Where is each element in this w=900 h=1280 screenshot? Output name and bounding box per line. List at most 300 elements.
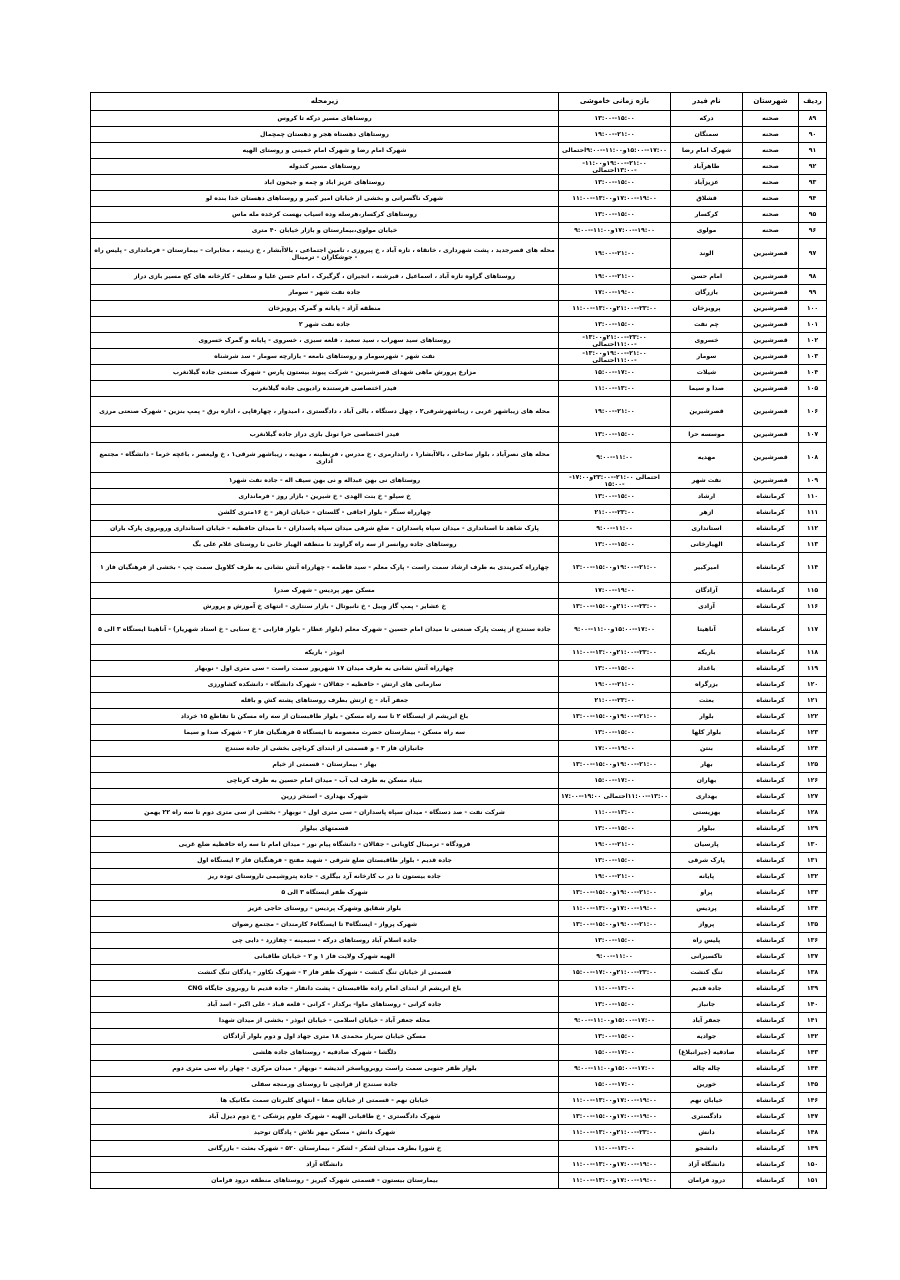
city-cell: قصرشیرین [743, 427, 799, 443]
city-cell: کرمانشاه [743, 1173, 799, 1189]
row-index-cell: ۱۱۵ [799, 583, 827, 599]
row-index-cell: ۱۲۴ [799, 741, 827, 757]
city-cell: قصرشیرین [743, 443, 799, 473]
city-cell: صحنه [743, 175, 799, 191]
city-cell: کرمانشاه [743, 1077, 799, 1093]
table-row [91, 553, 827, 583]
row-index-cell: ۱۳۳ [799, 885, 827, 901]
feeder-name-cell: درکه [671, 111, 743, 127]
city-cell: کرمانشاه [743, 521, 799, 537]
feeder-name-cell: جاده قدیم [671, 981, 743, 997]
feeder-name-cell: خورین [671, 1077, 743, 1093]
row-index-cell: ۱۱۰ [799, 489, 827, 505]
city-cell: صحنه [743, 127, 799, 143]
row-index-cell: ۱۰۸ [799, 443, 827, 473]
row-index-cell: ۱۰۷ [799, 427, 827, 443]
city-cell: قصرشیرین [743, 269, 799, 285]
outage-time-cell: ۲۳:۰۰--۲۱:۰۰ [559, 505, 671, 521]
city-cell: قصرشیرین [743, 301, 799, 317]
feeder-name-cell: سمنگان [671, 127, 743, 143]
area-cell: روستاهای سید سهراب ، سید سعید ، قلعه سبزی ، خسروی - پایانه و گمرک خسروی [91, 333, 559, 349]
row-index-cell: ۱۴۳ [799, 1045, 827, 1061]
feeder-name-cell: بلوار کلها [671, 725, 743, 741]
area-cell: بنیاد مسکن به طرف لب آب - میدان امام حسین به طرف کرناچی [91, 773, 559, 789]
outage-time-cell: ۱۵:۰۰--۱۳:۰۰ [559, 175, 671, 191]
row-index-cell: ۱۵۱ [799, 1173, 827, 1189]
table-row [91, 365, 827, 381]
area-cell: چهارراه سنگر - بلوار اجاقی - گلستان - خیابان ازهر - خ ۱۶متری کلشن [91, 505, 559, 521]
feeder-name-cell: بزرگراه [671, 677, 743, 693]
area-cell: محله های زیباشهر غربی ، زیباشهرشرقی۲ ، چهل دستگاه ، بالی آباد ، دادگستری ، امیدوار ، چهارقاپی ، اداره برق - پمپ بنزین - شهرک صنعتی مرزی [91, 397, 559, 427]
table-row [91, 159, 827, 175]
outage-time-cell: ۱۱:۰۰--۹:۰۰ [559, 521, 671, 537]
feeder-name-cell: پارک شرقی [671, 853, 743, 869]
city-cell: صحنه [743, 191, 799, 207]
city-cell: صحنه [743, 111, 799, 127]
feeder-name-cell: پراو [671, 885, 743, 901]
outage-time-cell: ۱۵:۰۰--۱۳:۰۰ [559, 489, 671, 505]
table-row [91, 301, 827, 317]
feeder-name-cell: ازهر [671, 505, 743, 521]
row-index-cell: ۹۷ [799, 239, 827, 269]
table-row [91, 397, 827, 427]
table-row [91, 981, 827, 997]
table-row [91, 143, 827, 159]
city-cell: قصرشیرین [743, 381, 799, 397]
outage-time-cell: ۲۱:۰۰--۱۹:۰۰ [559, 677, 671, 693]
table-row [91, 1141, 827, 1157]
feeder-name-cell: بهزیستی [671, 805, 743, 821]
feeder-name-cell: سومار [671, 349, 743, 365]
outage-time-cell: ۱۵:۰۰--۱۳:۰۰ [559, 933, 671, 949]
table-row [91, 725, 827, 741]
area-cell: شهرک پرواز - ایستگاه۴ تا ایستگاه۶ کارمندان - مجتمع رضوان [91, 917, 559, 933]
table-row [91, 757, 827, 773]
outage-time-cell: ۲۱:۰۰--۱۹:۰۰و۱۵:۰۰--۱۳:۰۰ [559, 709, 671, 725]
feeder-name-cell: موسسه حرا [671, 427, 743, 443]
table-row [91, 949, 827, 965]
city-cell: کرمانشاه [743, 981, 799, 997]
table-row [91, 1125, 827, 1141]
city-cell: کرمانشاه [743, 677, 799, 693]
row-index-cell: ۱۵۰ [799, 1157, 827, 1173]
row-index-cell: ۹۲ [799, 159, 827, 175]
table-row [91, 901, 827, 917]
row-index-cell: ۸۹ [799, 111, 827, 127]
area-cell: دانشگاه آزاد [91, 1157, 559, 1173]
outage-time-cell: ۲۱:۰۰--۱۹:۰۰ [559, 127, 671, 143]
row-index-cell: ۱۴۱ [799, 1013, 827, 1029]
row-index-cell: ۱۴۲ [799, 1029, 827, 1045]
outage-table [90, 92, 827, 1189]
area-cell: روستاهای نی بهن عبداله و نی بهن سیف اله - جاده نفت شهر۱ [91, 473, 559, 489]
city-cell: کرمانشاه [743, 1029, 799, 1045]
outage-time-cell: ۱۷:۰۰--۱۵:۰۰و۱۱:۰۰--۹:۰۰ [559, 615, 671, 645]
table-row [91, 677, 827, 693]
table-row [91, 997, 827, 1013]
area-cell: خیابان مولوی،بیمارستان و بازار خیابان ۴۰ متری [91, 223, 559, 239]
city-cell: کرمانشاه [743, 901, 799, 917]
feeder-name-cell: جعفر آباد [671, 1013, 743, 1029]
area-cell: مزارع پرورش ماهی شهدای قصرشیرین - شرکت پیوند بیستون پارس - شهرک صنعتی جاده گیلانغرب [91, 365, 559, 381]
area-cell: منطقه آزاد - پایانه و گمرک پرویزخان [91, 301, 559, 317]
table-row [91, 239, 827, 269]
city-cell: کرمانشاه [743, 917, 799, 933]
outage-time-cell: ۱۷:۰۰--۱۵:۰۰و۱۱:۰۰--۹:۰۰ [559, 1013, 671, 1029]
area-cell: قسمتهای بیلوار [91, 821, 559, 837]
row-index-cell: ۱۳۴ [799, 901, 827, 917]
table-row [91, 427, 827, 443]
outage-time-cell: احتمالی ۲۱:۰۰--۲۳:۰۰و۱۷:۰۰--۱۵:۰۰ [559, 473, 671, 489]
table-row [91, 207, 827, 223]
outage-time-cell: ۱۱:۰۰--۹:۰۰ [559, 443, 671, 473]
area-cell: شرکت نفت - صد دستگاه - میدان سپاه پاسداران - سی متری اول - نوبهار - بخشی از سی متری دوم تا سه راه ۲۲ بهمن [91, 805, 559, 821]
outage-time-cell: ۱۵:۰۰--۱۳:۰۰ [559, 427, 671, 443]
city-cell: کرمانشاه [743, 997, 799, 1013]
feeder-name-cell: طاهرآباد [671, 159, 743, 175]
outage-time-cell: ۲۱:۰۰--۱۹:۰۰ [559, 837, 671, 853]
feeder-name-cell: نفت شهر [671, 473, 743, 489]
table-row [91, 537, 827, 553]
outage-time-cell: ۱۱:۰۰--۹:۰۰ [559, 949, 671, 965]
outage-time-cell: ۱۷:۰۰--۱۵:۰۰و۱۱:۰۰--۹:۰۰ [559, 1061, 671, 1077]
row-index-cell: ۱۲۳ [799, 725, 827, 741]
feeder-name-cell: شیلات [671, 365, 743, 381]
outage-time-cell: ۲۳:۰۰--۲۱:۰۰و۱۷:۰۰--۱۵:۰۰ [559, 965, 671, 981]
area-cell: فیدر اختصاصی حرا تونل بازی دراز جاده گیلانغرب [91, 427, 559, 443]
outage-time-cell: ۱۳:۰۰--۱۱:۰۰ [559, 981, 671, 997]
table-row [91, 1061, 827, 1077]
row-index-cell: ۱۱۸ [799, 645, 827, 661]
city-cell: قصرشیرین [743, 239, 799, 269]
outage-time-cell: ۲۱:۰۰--۱۹:۰۰و۱۵:۰۰--۱۳:۰۰ [559, 885, 671, 901]
area-cell: شهرک امام رضا و شهرک امام خمینی و روستای الهیه [91, 143, 559, 159]
feeder-name-cell: صدا و سیما [671, 381, 743, 397]
outage-time-cell: ۱۵:۰۰--۱۳:۰۰ [559, 317, 671, 333]
feeder-name-cell: آزادگان [671, 583, 743, 599]
outage-time-cell: ۱۷:۰۰--۱۵:۰۰ [559, 773, 671, 789]
city-cell: صحنه [743, 207, 799, 223]
city-cell: کرمانشاه [743, 661, 799, 677]
feeder-name-cell: آناهیتا [671, 615, 743, 645]
area-cell: جاده سنندج از پست پارک صنعتی تا میدان امام حسین - شهرک معلم (بلوار عطار - بلوار قارابی - خ سنایی - خ استاد شهریار) - آناهیتا ایستگاه ۳ الی ۵ [91, 615, 559, 645]
area-cell: شهرک ناگسرانی و بخشی از خیابان امیر کبیر و روستاهای دهستان خدا بنده لو [91, 191, 559, 207]
feeder-name-cell: پرواز [671, 917, 743, 933]
row-index-cell: ۱۰۶ [799, 397, 827, 427]
table-row [91, 349, 827, 365]
table-row [91, 381, 827, 397]
table-row [91, 521, 827, 537]
feeder-name-cell: چم نفت [671, 317, 743, 333]
feeder-name-cell: دانشجو [671, 1141, 743, 1157]
area-cell: جعفر آباد - خ ارتش بطرف روستاهای پشته کش و باقله [91, 693, 559, 709]
outage-time-cell: ۱۹:۰۰--۱۷:۰۰ [559, 741, 671, 757]
area-cell: محله جعفر آباد - خیابان اسلامی - خیابان ابوذر - بخشی از میدان شهدا [91, 1013, 559, 1029]
table-row [91, 1109, 827, 1125]
row-index-cell: ۱۰۴ [799, 365, 827, 381]
table-row [91, 127, 827, 143]
area-cell: چهارراه کمربندی به طرف ارشاد سمت راست - پارک معلم - سید فاطمه - چهارراه آتش نشانی به طرف کلاوبل سمت چپ - بخشی از فرهنگیان فاز ۱ [91, 553, 559, 583]
outage-time-cell: ۲۱:۰۰--۱۹:۰۰و۱۱:۰۰--۱۳:۰۰احتمالی [559, 159, 671, 175]
feeder-name-cell: تنگ کنشت [671, 965, 743, 981]
row-index-cell: ۱۰۲ [799, 333, 827, 349]
row-index-cell: ۱۴۰ [799, 997, 827, 1013]
feeder-name-cell: جانباز [671, 997, 743, 1013]
table-row [91, 473, 827, 489]
row-index-cell: ۱۴۴ [799, 1061, 827, 1077]
row-index-cell: ۱۳۲ [799, 869, 827, 885]
feeder-name-cell: الوند [671, 239, 743, 269]
area-cell: شهرک ظفر ایستگاه ۳ الی ۵ [91, 885, 559, 901]
area-cell: روستاهای عزیز اباد و چمه و جیحون اباد [91, 175, 559, 191]
header-time: بازه زمانی خاموشی [559, 93, 671, 111]
area-cell: جاده سنندج از قزانچی تا روستای ورمنجه سفلی [91, 1077, 559, 1093]
row-index-cell: ۱۱۹ [799, 661, 827, 677]
city-cell: صحنه [743, 143, 799, 159]
area-cell: روستاهای دهستاه هجر و دهستان چمچمال [91, 127, 559, 143]
area-cell: بلوار شقایق وشهرک پردیس - روستای حاجی عزیز [91, 901, 559, 917]
row-index-cell: ۱۰۰ [799, 301, 827, 317]
header-feeder: نام فیدر [671, 93, 743, 111]
city-cell: کرمانشاه [743, 505, 799, 521]
row-index-cell: ۱۲۲ [799, 709, 827, 725]
feeder-name-cell: بازرگان [671, 285, 743, 301]
city-cell: کرمانشاه [743, 853, 799, 869]
header-city: شهرستان [743, 93, 799, 111]
outage-time-cell: ۲۱:۰۰--۱۹:۰۰ [559, 239, 671, 269]
row-index-cell: ۱۱۳ [799, 537, 827, 553]
row-index-cell: ۱۴۹ [799, 1141, 827, 1157]
row-index-cell: ۹۴ [799, 191, 827, 207]
city-cell: کرمانشاه [743, 645, 799, 661]
table-row [91, 285, 827, 301]
table-row [91, 1093, 827, 1109]
outage-time-cell: ۱۹:۰۰--۱۷:۰۰ [559, 285, 671, 301]
row-index-cell: ۱۰۵ [799, 381, 827, 397]
row-index-cell: ۱۳۸ [799, 965, 827, 981]
area-cell: جاده نفت شهر ۲ [91, 317, 559, 333]
outage-time-cell: ۱۳:۰۰--۱۱:۰۰احتمالی ۱۹:۰۰--۱۷:۰۰ [559, 789, 671, 805]
table-row [91, 661, 827, 677]
row-index-cell: ۱۳۹ [799, 981, 827, 997]
outage-time-cell: ۱۹:۰۰--۱۷:۰۰و۱۳:۰۰--۱۱:۰۰ [559, 1093, 671, 1109]
table-row [91, 583, 827, 599]
row-index-cell: ۱۰۹ [799, 473, 827, 489]
outage-time-cell: ۲۱:۰۰--۱۹:۰۰و۱۵:۰۰--۱۳:۰۰ [559, 757, 671, 773]
area-cell: جاده قدیم - بلوار طاقبستان ضلع شرقی - شهید مفتح - فرهنگیان فاز ۲ ایستگاه اول [91, 853, 559, 869]
city-cell: کرمانشاه [743, 709, 799, 725]
row-index-cell: ۹۱ [799, 143, 827, 159]
table-row [91, 489, 827, 505]
area-cell: روستاهای مسیر درکه تا کروس [91, 111, 559, 127]
outage-time-cell: ۲۳:۰۰--۲۱:۰۰و۱۳:۰۰--۱۱:۰۰ [559, 301, 671, 317]
area-cell: پارک شاهد تا استانداری - میدان سپاه پاسداران - ضلع شرقی میدان سپاه پاسداران - تا میدان حافظیه - خیابان استانداری وروبروی پارک باران [91, 521, 559, 537]
area-cell: شهرک بهداری - استخر زرین [91, 789, 559, 805]
area-cell: روستاهای گراوه تازه آباد ، اسماعیل ، قبرشنه ، انجیران ، گرگیرک ، امام حسن علیا و سفلی - کارخانه های کج مسیر بازی دراز [91, 269, 559, 285]
outage-time-cell: ۱۹:۰۰--۱۷:۰۰و۱۳:۰۰--۱۱:۰۰ [559, 191, 671, 207]
outage-time-cell: ۲۳:۰۰--۲۱:۰۰و۱۳:۰۰--۱۱:۰۰ [559, 645, 671, 661]
city-cell: کرمانشاه [743, 1093, 799, 1109]
outage-time-cell: ۲۳:۰۰--۲۱:۰۰و۱۵:۰۰--۱۳:۰۰ [559, 599, 671, 615]
area-cell: باغ ابریشم از ابتدای امام زاده طاقبستان - پشت دانفار - جاده قدیم تا روبروی جایگاه CNG [91, 981, 559, 997]
feeder-name-cell: پرویزخان [671, 301, 743, 317]
city-cell: کرمانشاه [743, 965, 799, 981]
outage-time-cell: ۲۱:۰۰--۱۹:۰۰ [559, 269, 671, 285]
city-cell: کرمانشاه [743, 1013, 799, 1029]
area-cell: جانبازان فاز ۳ - و قسمتی از ابتدای کرناچی بخشی از جاده سنندج [91, 741, 559, 757]
row-index-cell: ۱۳۷ [799, 949, 827, 965]
row-index-cell: ۱۰۱ [799, 317, 827, 333]
feeder-name-cell: استانداری [671, 521, 743, 537]
feeder-name-cell: قصرشیرین [671, 397, 743, 427]
outage-time-cell: ۲۳:۰۰--۲۱:۰۰و۱۳:۰۰--۱۱:۰۰ [559, 1125, 671, 1141]
row-index-cell: ۱۱۶ [799, 599, 827, 615]
outage-time-cell: ۱۷:۰۰--۱۵:۰۰و۱۱:۰۰--۹:۰۰احتمالی [559, 143, 671, 159]
table-row [91, 837, 827, 853]
row-index-cell: ۱۳۶ [799, 933, 827, 949]
city-cell: قصرشیرین [743, 333, 799, 349]
row-index-cell: ۱۴۵ [799, 1077, 827, 1093]
outage-time-cell: ۱۵:۰۰--۱۳:۰۰ [559, 537, 671, 553]
feeder-name-cell: بهاران [671, 773, 743, 789]
feeder-name-cell: امیرکبیر [671, 553, 743, 583]
table-row [91, 933, 827, 949]
table-row [91, 693, 827, 709]
area-cell: مسکن مهر پردیس - شهرک صدرا [91, 583, 559, 599]
city-cell: کرمانشاه [743, 553, 799, 583]
row-index-cell: ۹۸ [799, 269, 827, 285]
outage-time-cell: ۱۵:۰۰--۱۳:۰۰ [559, 997, 671, 1013]
outage-time-cell: ۱۵:۰۰--۱۳:۰۰ [559, 1029, 671, 1045]
feeder-name-cell: جوادیه [671, 1029, 743, 1045]
feeder-name-cell: دانش [671, 1125, 743, 1141]
outage-time-cell: ۱۹:۰۰--۱۷:۰۰ [559, 583, 671, 599]
feeder-name-cell: ارشاد [671, 489, 743, 505]
row-index-cell: ۱۱۴ [799, 553, 827, 583]
table-row [91, 821, 827, 837]
area-cell: شهرک دادگستری - خ طاقبانی الهیه - شهرک علوم پزشکی - خ دوم دیزل آباد [91, 1109, 559, 1125]
city-cell: کرمانشاه [743, 1125, 799, 1141]
outage-time-cell: ۲۳:۰۰--۲۱:۰۰و۱۳:۰۰--۱۱:۰۰احتمالی [559, 333, 671, 349]
feeder-name-cell: بعثت [671, 693, 743, 709]
table-row [91, 885, 827, 901]
table-row [91, 1077, 827, 1093]
area-cell: بلوار ظفر جنوبی سمت راست روبروپاسخر اندیشه - نوبهار - میدان مرکزی - چهار راه سی متری دوم [91, 1061, 559, 1077]
city-cell: کرمانشاه [743, 693, 799, 709]
feeder-name-cell: الهیارخانی [671, 537, 743, 553]
table-row [91, 805, 827, 821]
table-row [91, 1013, 827, 1029]
row-index-cell: ۱۲۸ [799, 805, 827, 821]
city-cell: کرمانشاه [743, 789, 799, 805]
row-index-cell: ۱۲۹ [799, 821, 827, 837]
feeder-name-cell: باریکه [671, 645, 743, 661]
feeder-name-cell: بیلوار [671, 821, 743, 837]
table-row [91, 317, 827, 333]
table-row [91, 599, 827, 615]
row-index-cell: ۱۳۰ [799, 837, 827, 853]
feeder-name-cell: شهرک امام رضا [671, 143, 743, 159]
feeder-name-cell: بلوار [671, 709, 743, 725]
city-cell: کرمانشاه [743, 773, 799, 789]
table-body [91, 111, 827, 1189]
outage-time-cell: ۱۹:۰۰--۱۷:۰۰و۱۳:۰۰--۱۱:۰۰ [559, 1157, 671, 1173]
table-row [91, 269, 827, 285]
city-cell: کرمانشاه [743, 537, 799, 553]
area-cell: جاده کرانی - روستاهای ماوا- برکدار - کرانی - قلعه قباد - علی اکبر - اسد آباد [91, 997, 559, 1013]
area-cell: قسمتی از خیابان تنگ کنشت - شهرک ظفر فاز ۳ - شهرک تکاور - پادگان تنگ کنشت [91, 965, 559, 981]
area-cell: جاده نفت شهر - سومار [91, 285, 559, 301]
outage-time-cell: ۱۹:۰۰--۱۷:۰۰و۱۱:۰۰--۹:۰۰ [559, 223, 671, 239]
area-cell: جاده بیستون تا در ب کارخانه آرد بیگلری - جاده پتروشیمی تاروستای توده ریز [91, 869, 559, 885]
outage-time-cell: ۲۱:۰۰--۱۹:۰۰و۱۵:۰۰--۱۳:۰۰ [559, 553, 671, 583]
area-cell: مسکن خیابان سرباز محمدی ۱۸ متری جهاد اول و دوم بلوار آزادگان [91, 1029, 559, 1045]
table-row [91, 869, 827, 885]
table-row [91, 645, 827, 661]
city-cell: کرمانشاه [743, 1109, 799, 1125]
row-index-cell: ۱۱۲ [799, 521, 827, 537]
feeder-name-cell: بنتن [671, 741, 743, 757]
area-cell: سه راه مسکن - بیمارستان حضرت معصومه تا ایستگاه ۵ فرهنگیان فاز ۲ - شهرک صدا و سیما [91, 725, 559, 741]
table-row [91, 443, 827, 473]
table-row [91, 709, 827, 725]
city-cell: قصرشیرین [743, 317, 799, 333]
area-cell: بهار - بیمارستان - قسمتی از خیام [91, 757, 559, 773]
header-index: ردیف [799, 93, 827, 111]
row-index-cell: ۱۳۵ [799, 917, 827, 933]
outage-time-cell: ۱۵:۰۰--۱۳:۰۰ [559, 661, 671, 677]
city-cell: کرمانشاه [743, 805, 799, 821]
city-cell: کرمانشاه [743, 489, 799, 505]
table-row [91, 741, 827, 757]
outage-time-cell: ۱۵:۰۰--۱۳:۰۰ [559, 853, 671, 869]
area-cell: شهرک دانش - مسکن مهر نلاش - پادگان توحید [91, 1125, 559, 1141]
city-cell: کرمانشاه [743, 885, 799, 901]
city-cell: کرمانشاه [743, 837, 799, 853]
outage-time-cell: ۲۱:۰۰--۱۹:۰۰ [559, 869, 671, 885]
feeder-name-cell: مولوی [671, 223, 743, 239]
area-cell: سازمانی های ارتش - حافظیه - جقالان - شهرک دانشگاه - دانشکده کشاورزی [91, 677, 559, 693]
row-index-cell: ۱۲۵ [799, 757, 827, 773]
area-cell: نفت شهر - شهرسومار و روستاهای نامعه - بازارچه سومار - سد شرشناه [91, 349, 559, 365]
table-row [91, 111, 827, 127]
area-cell: باغ ابریشم از ایستگاه ۲ تا سه راه مسکن - بلوار طاقبستان از سه راه مسکن تا تقاطع ۱۵ خرداد [91, 709, 559, 725]
feeder-name-cell: چاله چاله [671, 1061, 743, 1077]
area-cell: فیدر اختصاصی فرستنده رادیویی جاده گیلانغرب [91, 381, 559, 397]
area-cell: خیابان نهم - قسمتی از خیابان صفا - انتهای کلبرتان سمت مکانیک ها [91, 1093, 559, 1109]
outage-time-cell: ۱۷:۰۰--۱۵:۰۰ [559, 365, 671, 381]
row-index-cell: ۱۰۳ [799, 349, 827, 365]
table-row [91, 1029, 827, 1045]
feeder-name-cell: قشلاق [671, 191, 743, 207]
city-cell: کرمانشاه [743, 1061, 799, 1077]
outage-time-cell: ۲۱:۰۰--۱۹:۰۰ [559, 397, 671, 427]
feeder-name-cell: پردیس [671, 901, 743, 917]
feeder-name-cell: مهدیه [671, 443, 743, 473]
row-index-cell: ۱۳۱ [799, 853, 827, 869]
row-index-cell: ۹۵ [799, 207, 827, 223]
outage-time-cell: ۱۵:۰۰--۱۳:۰۰ [559, 821, 671, 837]
table-row [91, 175, 827, 191]
header-area: زیرمحله [91, 93, 559, 111]
area-cell: فرودگاه - ترمینال کاوبانی - جقالان - دانشگاه پیام نور - میدان امام تا سه راه حافظیه ضلع غربی [91, 837, 559, 853]
area-cell: چهارراه آتش نشانی به طرف میدان ۱۷ شهریور سمت راست - سی متری اول - نوبهار [91, 661, 559, 677]
outage-time-cell: ۱۵:۰۰--۱۳:۰۰ [559, 725, 671, 741]
row-index-cell: ۱۱۷ [799, 615, 827, 645]
area-cell: محله های قصرجدید ، پشت شهرداری ، خانقاه ، تازه آباد ، خ پیروزی ، تامین اجتماعی ، بالاآبشار ، خ زینبیه ، مخابرات - بیمارستان - فرمانداری - پلیس راه - جوشکاران - ترمینال [91, 239, 559, 269]
feeder-name-cell: پایانه [671, 869, 743, 885]
city-cell: کرمانشاه [743, 949, 799, 965]
